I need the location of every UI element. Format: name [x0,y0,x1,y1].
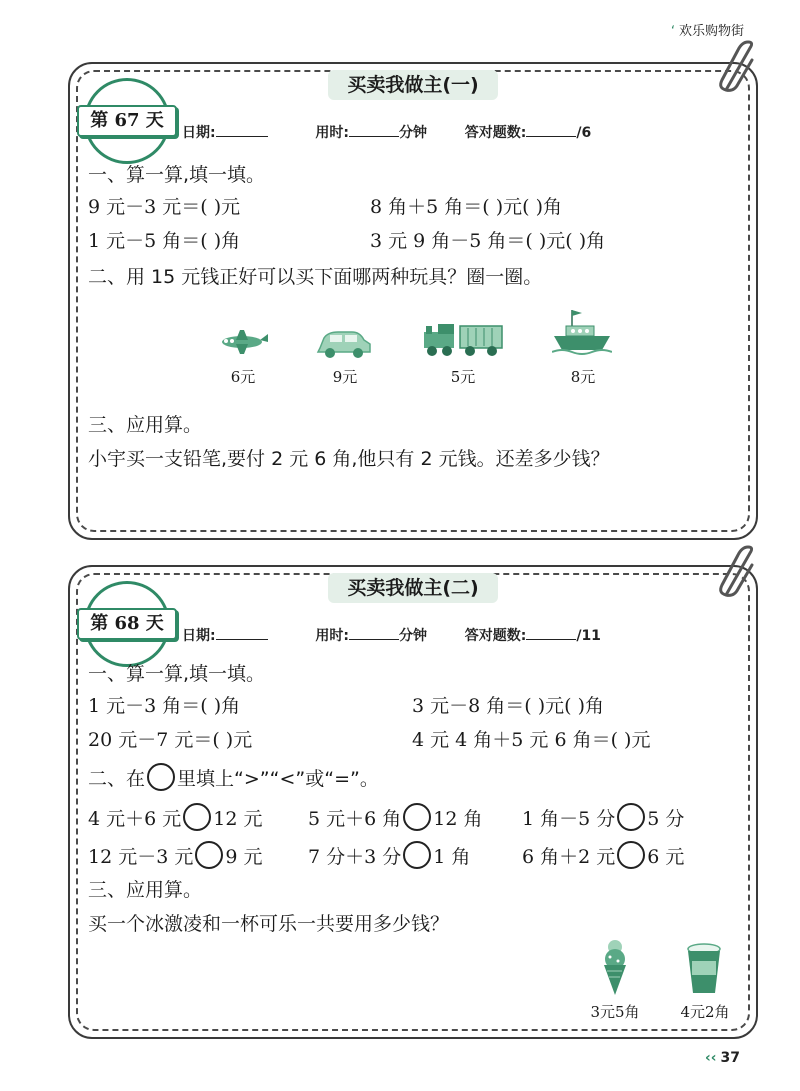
time-unit: 分钟 [398,628,427,644]
compare-circle[interactable] [403,803,431,831]
ship-icon [552,308,612,356]
compare-circle[interactable] [617,841,645,869]
day-badge-label: 第 67 天 [77,105,177,137]
chapter-mark-icon: ʻ [670,24,675,39]
word-problem: 买一个冰激凌和一杯可乐一共要用多少钱？ [88,913,450,935]
question-2: 8 角＋5 角＝( )元( )角 [370,196,562,218]
chapter-title-text: 欢乐购物街 [678,24,744,39]
compare-circle[interactable] [183,803,211,831]
paper-clip-icon [716,545,760,603]
lesson-card-67 [68,62,758,540]
section-3-title: 三、应用算。 [88,879,203,901]
compare-item [88,803,262,831]
score-label: 答对题数: [464,628,527,644]
time-unit: 分钟 [398,125,427,141]
score-label: 答对题数: [464,125,527,141]
question-4: 3 元 9 角－5 角＝( )元( )角 [370,230,606,252]
train-icon [420,320,506,358]
compare-left: 12 元－3 元 [88,846,194,868]
car-icon [314,326,374,360]
score-total: /6 [576,125,592,141]
date-blank[interactable] [216,122,268,137]
page-arrow-icon: ‹‹ [704,1050,717,1066]
score-blank[interactable] [526,625,576,640]
toy-price-car: 9元 [332,368,358,386]
section-3-title: 三、应用算。 [88,414,203,436]
word-problem: 小宇买一支铅笔,要付 2 元 6 角,他只有 2 元钱。还差多少钱？ [88,448,610,470]
circle-blank-icon [147,763,175,791]
compare-right: 9 元 [225,846,263,868]
compare-left: 1 角－5 分 [522,808,616,830]
compare-left: 6 角＋2 元 [522,846,616,868]
compare-circle[interactable] [617,803,645,831]
compare-right: 1 角 [433,846,471,868]
question-3: 1 元－5 角＝( )角 [88,230,241,252]
lesson-title: 买卖我做主(一) [328,70,498,100]
compare-circle[interactable] [195,841,223,869]
meta-row [182,625,601,645]
time-label: 用时: [315,628,349,644]
question-1: 9 元－3 元＝( )元 [88,196,241,218]
compare-item [88,841,263,869]
time-blank[interactable] [349,122,399,137]
lesson-title: 买卖我做主(二) [328,573,498,603]
compare-left: 4 元＋6 元 [88,808,182,830]
compare-circle[interactable] [403,841,431,869]
day-badge-label: 第 68 天 [77,608,177,640]
day-badge [84,78,170,164]
ice-cream-icon [598,939,632,997]
time-label: 用时: [315,125,349,141]
question-3: 20 元－7 元＝( )元 [88,729,253,751]
section-2-title [88,763,379,791]
section-2-title-before: 二、在 [88,768,146,790]
question-4: 4 元 4 角＋5 元 6 角＝( )元 [412,729,651,751]
section-2-title-after: 里填上“>”“<”或“=”。 [177,768,379,790]
compare-item [522,841,684,869]
section-1-title: 一、算一算,填一填。 [88,164,266,186]
date-blank[interactable] [216,625,268,640]
meta-row [182,122,591,142]
page-number-text: 37 [720,1050,740,1066]
compare-right: 5 分 [647,808,685,830]
lesson-card-68 [68,565,758,1039]
compare-right: 12 元 [213,808,263,830]
question-2: 3 元－8 角＝( )元( )角 [412,695,604,717]
date-label: 日期: [182,628,216,644]
compare-item [308,803,482,831]
compare-left: 5 元＋6 角 [308,808,402,830]
score-total: /11 [576,628,601,644]
paper-clip-icon [716,40,760,98]
section-1-title: 一、算一算,填一填。 [88,663,266,685]
toy-price-train: 5元 [450,368,476,386]
compare-item [308,841,470,869]
question-1: 1 元－3 角＝( )角 [88,695,241,717]
cola-cup-icon [684,943,724,995]
compare-left: 7 分＋3 分 [308,846,402,868]
toy-price-ship: 8元 [570,368,596,386]
toy-price-airplane: 6元 [230,368,256,386]
score-blank[interactable] [526,122,576,137]
item-price-ice-cream: 3元5角 [590,1003,640,1021]
item-price-cola: 4元2角 [680,1003,730,1021]
time-blank[interactable] [349,625,399,640]
compare-right: 6 元 [647,846,685,868]
chapter-title [671,20,744,39]
date-label: 日期: [182,125,216,141]
airplane-icon [214,326,270,356]
compare-right: 12 角 [433,808,483,830]
page-number [705,1050,740,1066]
compare-item [522,803,684,831]
day-badge [84,581,170,667]
section-2-title: 二、用 15 元钱正好可以买下面哪两种玩具？圈一圈。 [88,266,543,288]
